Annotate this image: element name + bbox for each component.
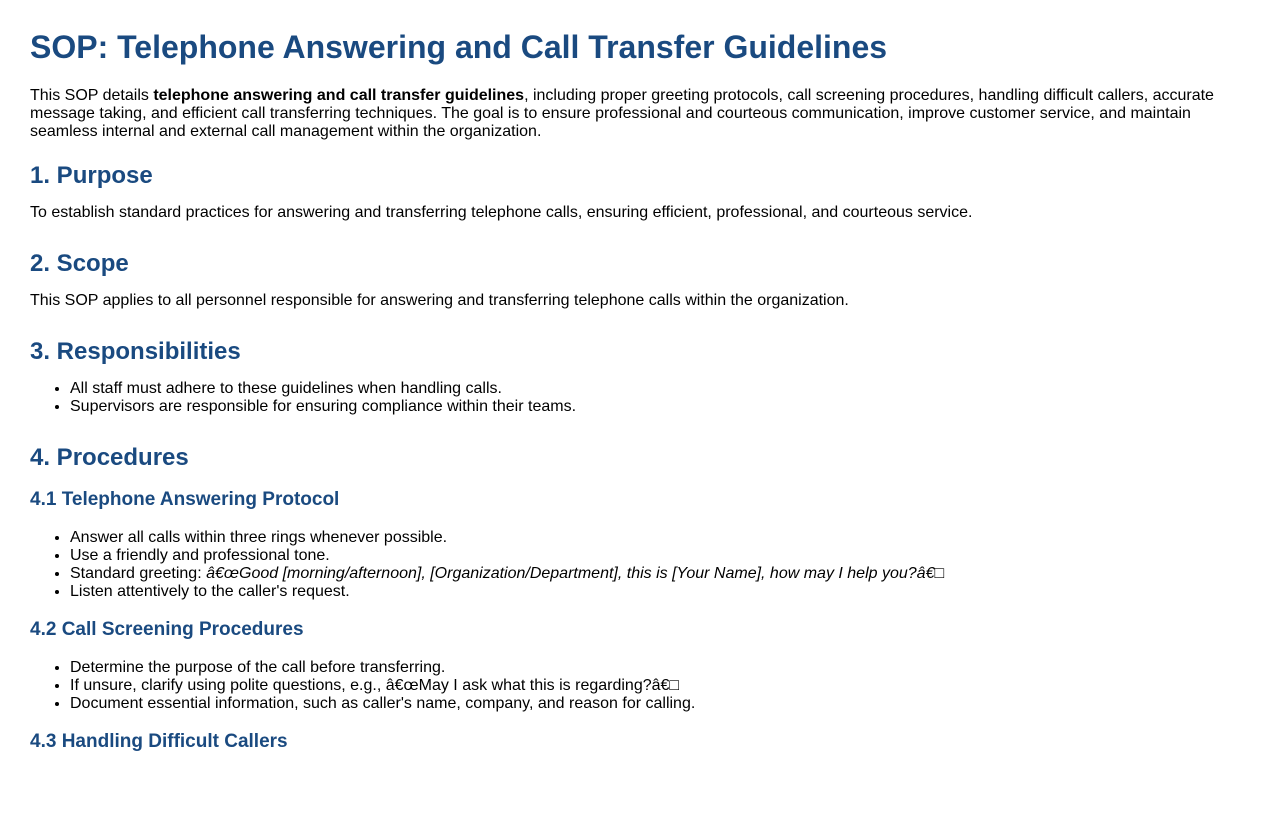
list-item: • Use a friendly and professional tone. — [70, 547, 1233, 565]
list-item: • Supervisors are responsible for ensuring compliance within their teams. — [70, 398, 1233, 416]
section-heading-responsibilities: 3. Responsibilities — [30, 338, 241, 365]
subsection-heading-answering: 4.1 Telephone Answering Protocol — [30, 489, 340, 510]
screening-list — [30, 659, 1233, 713]
list-item: • All staff must adhere to these guidelines when handling calls. — [70, 380, 1233, 398]
greeting-label: Standard greeting: — [70, 565, 207, 582]
list-item — [70, 565, 1233, 583]
intro-text-start: This SOP details — [30, 87, 154, 104]
intro-paragraph — [30, 87, 1233, 141]
responsibilities-list — [30, 380, 1233, 416]
subsection-heading-difficult-callers: 4.3 Handling Difficult Callers — [30, 731, 288, 752]
section-heading-procedures: 4. Procedures — [30, 444, 189, 471]
section-heading-scope: 2. Scope — [30, 250, 129, 277]
purpose-text: To establish standard practices for answering and transferring telephone calls, ensuring efficient, professional, and courteous service. — [30, 204, 973, 221]
answering-list — [30, 529, 1233, 601]
greeting-script: â€œGood [morning/afternoon], [Organization/Department], this is [Your Name], how may I help you?â€□ — [206, 565, 945, 582]
list-item: • Listen attentively to the caller's request. — [70, 583, 1233, 601]
scope-text: This SOP applies to all personnel responsible for answering and transferring telephone calls within the organization. — [30, 292, 849, 309]
intro-bold-text: telephone answering and call transfer guidelines — [153, 87, 525, 104]
intro-text-end: , including proper greeting protocols, call screening procedures, handling difficult callers, accurate message taking, and efficient call transferring techniques. The goal is to ensure professional and courteous communication, improve customer service, and maintain seamless internal and external call management within the organization. — [30, 87, 1214, 140]
list-item: • Answer all calls within three rings whenever possible. — [70, 529, 1233, 547]
section-heading-purpose: 1. Purpose — [30, 162, 153, 189]
subsection-heading-screening: 4.2 Call Screening Procedures — [30, 619, 304, 640]
list-item: • Document essential information, such as caller's name, company, and reason for calling. — [70, 695, 1233, 713]
page-title: SOP: Telephone Answering and Call Transfer Guidelines — [30, 29, 888, 65]
document — [0, 29, 1263, 753]
list-item: • Determine the purpose of the call before transferring. — [70, 659, 1233, 677]
list-item: • If unsure, clarify using polite questions, e.g., â€œMay I ask what this is regarding?â€□ — [70, 677, 1233, 695]
